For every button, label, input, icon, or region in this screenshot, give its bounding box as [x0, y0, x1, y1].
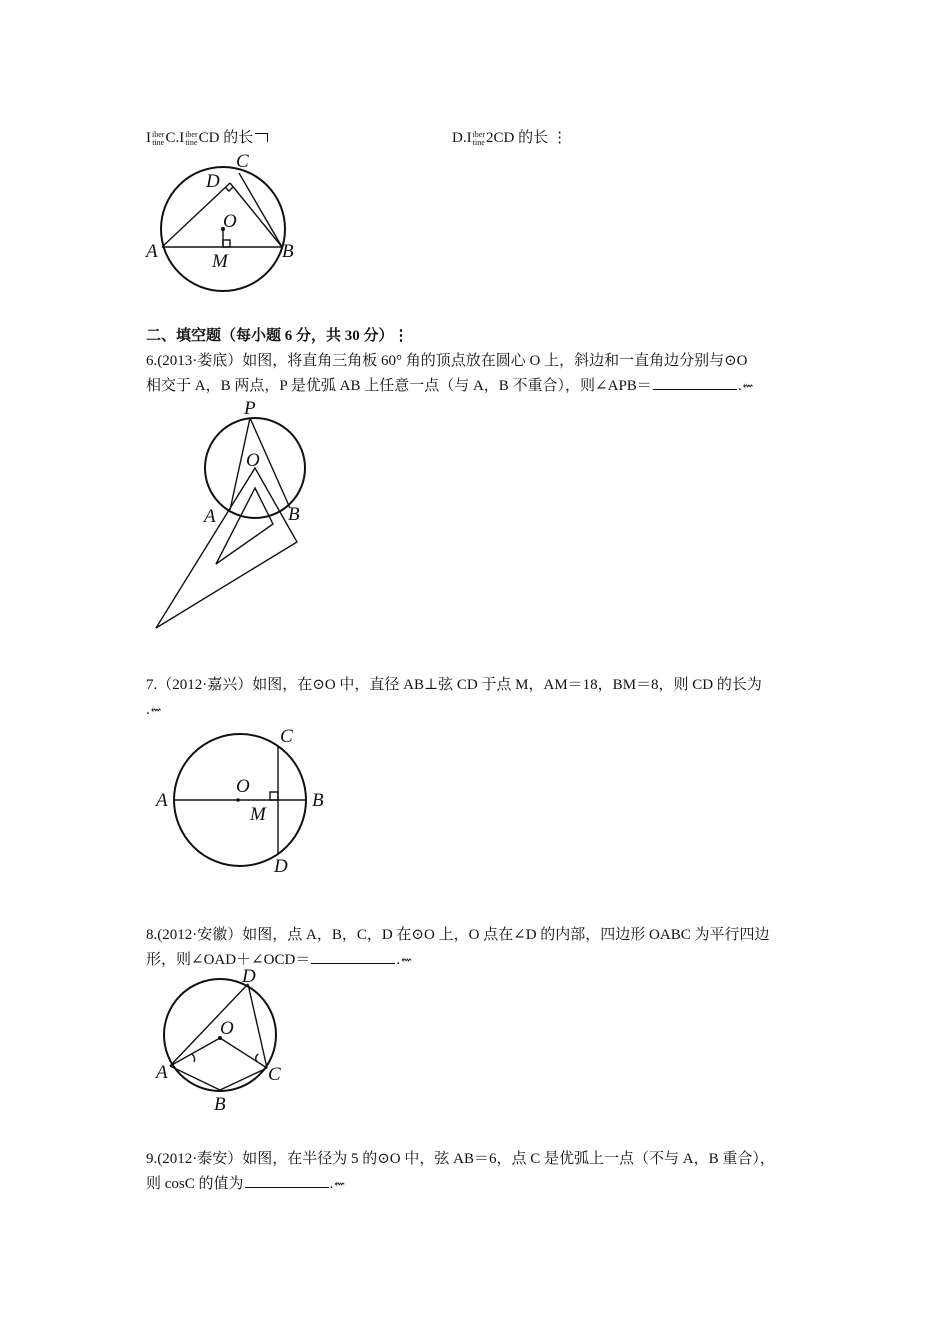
- option-c: [146, 130, 268, 146]
- q8-line2: [146, 949, 412, 971]
- segment-ab: [170, 1066, 220, 1090]
- triangle-outer: [156, 468, 297, 628]
- option-d-end: ⋮: [552, 130, 568, 146]
- right-angle-d: [225, 187, 233, 191]
- stack-bottom: tine: [152, 137, 165, 147]
- answer-blank[interactable]: [311, 949, 395, 964]
- q7-period: .: [146, 702, 150, 718]
- corner-mark: [255, 133, 268, 142]
- q7-line2: [146, 699, 162, 721]
- mark-icon: ⇜: [401, 952, 412, 967]
- q9-line2: [146, 1173, 345, 1195]
- q9-line1: 9.(2012·泰安）如图，在半径为 5 的⊙O 中，弦 AB＝6，点 C 是优弧上一点（不与 A，B 重合），: [146, 1151, 775, 1167]
- label-o: O: [220, 1018, 234, 1039]
- mark-icon: ⇜: [150, 702, 162, 717]
- q7-line1: 7.（2012·嘉兴）如图，在⊙O 中，直径 AB⊥弦 CD 于点 M，AM＝18，BM＝8，则 CD 的长为: [146, 677, 762, 693]
- label-o: O: [236, 776, 250, 797]
- center-dot: [236, 798, 240, 802]
- mark-icon: ⇜: [334, 1176, 346, 1191]
- label-a: A: [204, 506, 216, 527]
- q8-text: 形，则∠OAD＋∠OCD＝: [146, 952, 311, 968]
- stacked-glyph: [473, 131, 485, 147]
- q6-line1: 6.(2013·娄底）如图，将直角三角板 60° 角的顶点放在圆心 O 上，斜边和一直角边分别与⊙O: [146, 353, 748, 369]
- label-c: C: [280, 726, 293, 747]
- stack-top: iber: [152, 129, 165, 139]
- segment-oc: [220, 1038, 267, 1068]
- answer-blank[interactable]: [653, 375, 737, 390]
- q9-text: 则 cosC 的值为: [146, 1176, 244, 1192]
- angle-arc-c: [256, 1054, 258, 1062]
- stack-bottom: tine: [185, 137, 198, 147]
- figure-triangle-circle: [150, 398, 320, 638]
- right-angle-m: [270, 792, 278, 800]
- right-angle-m: [223, 240, 230, 247]
- q8-period: .: [396, 952, 401, 968]
- label-a: A: [156, 1062, 168, 1083]
- label-o: O: [223, 211, 237, 232]
- mark-icon: ⇜: [742, 378, 754, 393]
- section-heading: 二、填空题（每小题 6 分，共 30 分）⋮: [146, 328, 409, 344]
- option-d-text: 2CD 的长: [486, 130, 549, 146]
- label-m: M: [212, 251, 228, 272]
- option-d: [452, 127, 567, 149]
- label-c: C: [236, 151, 249, 172]
- label-b: B: [312, 790, 324, 811]
- label-b: B: [282, 241, 294, 262]
- segment-cb: [239, 173, 282, 247]
- answer-blank[interactable]: [245, 1173, 329, 1188]
- stack-top: iber: [185, 129, 198, 139]
- label-d: D: [274, 856, 288, 877]
- angle-arc-a: [192, 1054, 195, 1062]
- label-o: O: [246, 450, 260, 471]
- q8-line1: 8.(2012·安徽）如图，点 A，B，C，D 在⊙O 上，O 点在∠D 的内部，四边形 OABC 为平行四边: [146, 927, 770, 943]
- segment-ad: [170, 984, 248, 1066]
- label-b: B: [214, 1094, 226, 1115]
- label-p: P: [244, 398, 256, 419]
- option-d-label: D.I: [452, 130, 472, 146]
- label-b: B: [288, 504, 300, 525]
- stack-top: iber: [472, 129, 486, 139]
- option-c-text: CD 的长: [198, 130, 254, 146]
- figure-parallelogram: [150, 966, 300, 1115]
- q9-period: .: [329, 1176, 334, 1192]
- triangle-inner: [216, 488, 273, 564]
- figure-circle-abcd: [140, 145, 320, 305]
- label-d: D: [206, 171, 220, 192]
- label-m: M: [250, 804, 266, 825]
- label-a: A: [146, 241, 158, 262]
- segment-ao: [170, 1038, 220, 1066]
- label-d: D: [242, 966, 256, 987]
- q6-line2: [146, 375, 753, 397]
- option-c-label: C.I: [165, 130, 185, 146]
- c-prefix: I: [146, 130, 151, 146]
- q6-period: .: [737, 378, 742, 394]
- stack-bottom: tine: [472, 137, 485, 147]
- label-c: C: [268, 1064, 281, 1085]
- q6-text: 相交于 A，B 两点，P 是优弧 AB 上任意一点（与 A，B 不重合），则∠APB＝: [146, 378, 652, 394]
- figure-diameter-chord: [150, 720, 340, 880]
- label-a: A: [156, 790, 168, 811]
